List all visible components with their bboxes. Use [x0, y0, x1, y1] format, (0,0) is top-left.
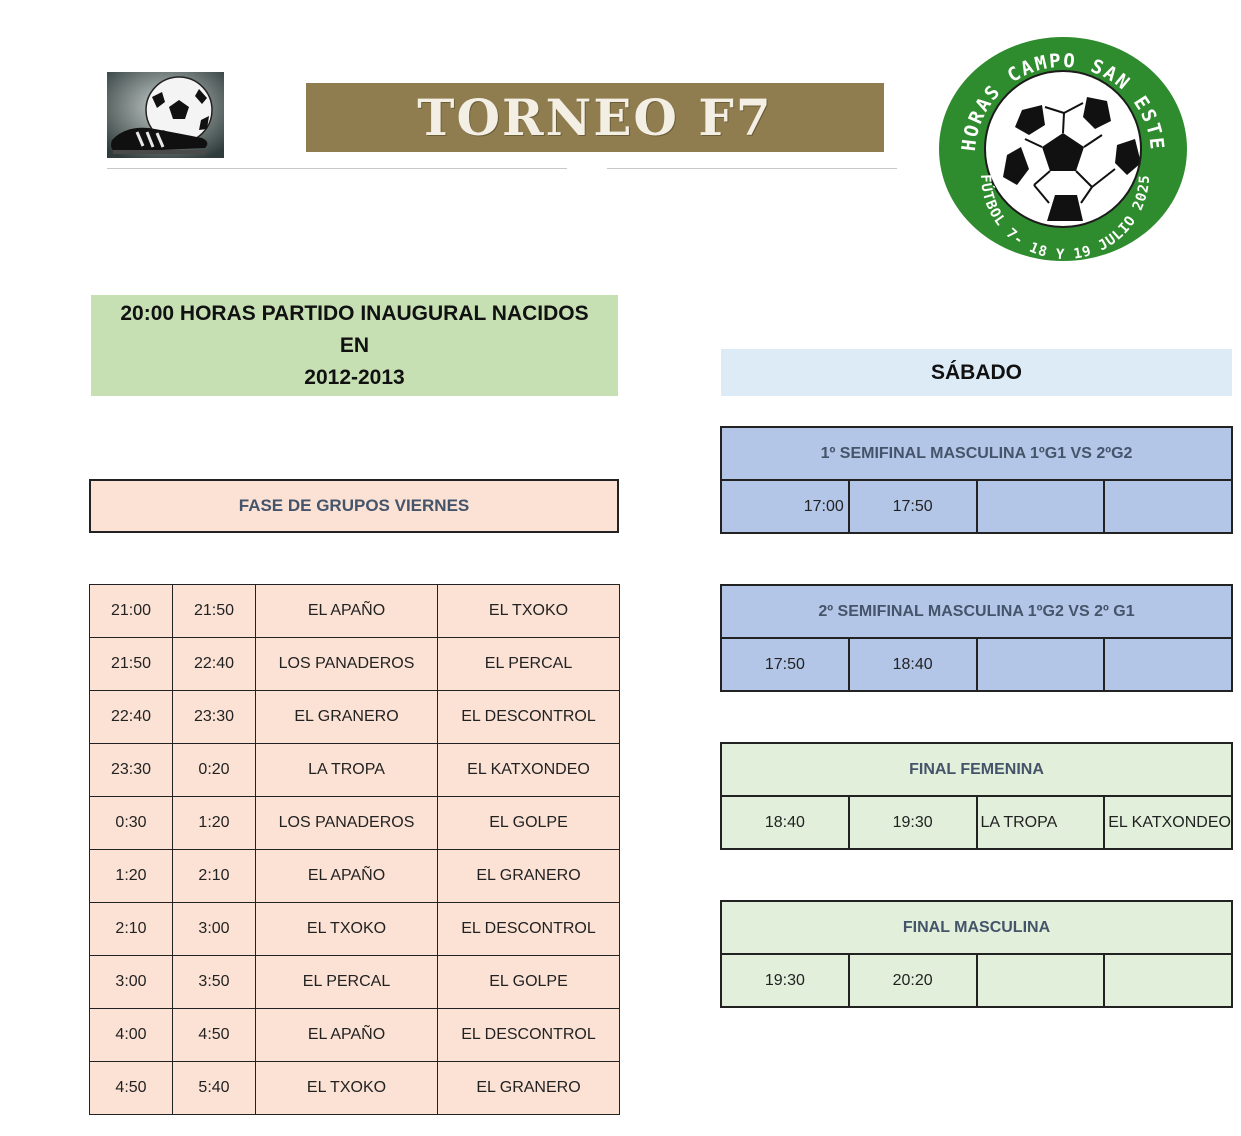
home-team: EL APAÑO: [256, 1009, 438, 1062]
home-team: [977, 638, 1105, 691]
match-title: 1º SEMIFINAL MASCULINA 1ºG1 VS 2ºG2: [721, 427, 1232, 480]
home-team: EL GRANERO: [256, 691, 438, 744]
page-title: TORNEO F7: [417, 88, 773, 147]
start-time: 4:50: [90, 1062, 173, 1115]
inaugural-line-2: 2012-2013: [304, 365, 405, 389]
tournament-logo: [937, 35, 1190, 263]
start-time: 2:10: [90, 903, 173, 956]
divider: [107, 168, 567, 169]
match-header-row: [721, 585, 1232, 638]
away-team: [1104, 638, 1232, 691]
start-time: 23:30: [90, 744, 173, 797]
start-time: 22:40: [90, 691, 173, 744]
table-row: [90, 797, 620, 850]
away-team: EL DESCONTROL: [438, 903, 620, 956]
home-team: EL APAÑO: [256, 850, 438, 903]
match-title: FINAL FEMENINA: [721, 743, 1232, 796]
final-masculina-table: [720, 900, 1233, 1008]
end-time: 4:50: [173, 1009, 256, 1062]
home-team: [977, 954, 1105, 1007]
end-time: 17:50: [849, 480, 977, 533]
match-row: [721, 796, 1232, 849]
away-team: EL TXOKO: [438, 585, 620, 638]
end-time: 3:50: [173, 956, 256, 1009]
table-row: [90, 1062, 620, 1115]
home-team: EL APAÑO: [256, 585, 438, 638]
table-row: [90, 956, 620, 1009]
end-time: 5:40: [173, 1062, 256, 1115]
start-time: 21:00: [90, 585, 173, 638]
semifinal-1-table: [720, 426, 1233, 534]
away-team: [1104, 954, 1232, 1007]
end-time: 1:20: [173, 797, 256, 850]
end-time: 19:30: [849, 796, 977, 849]
end-time: 23:30: [173, 691, 256, 744]
match-title: 2º SEMIFINAL MASCULINA 1ºG2 VS 2º G1: [721, 585, 1232, 638]
soccer-ball-boot-icon: [107, 72, 224, 158]
table-row: [90, 638, 620, 691]
logo-text-bottom: FÚTBOL 7- 18 Y 19 JULIO 2025: [976, 173, 1154, 263]
match-header-row: [721, 901, 1232, 954]
away-team: EL GOLPE: [438, 956, 620, 1009]
end-time: 22:40: [173, 638, 256, 691]
divider: [607, 168, 897, 169]
away-team: EL DESCONTROL: [438, 1009, 620, 1062]
home-team: EL PERCAL: [256, 956, 438, 1009]
match-header-row: [721, 743, 1232, 796]
end-time: 0:20: [173, 744, 256, 797]
start-time: 1:20: [90, 850, 173, 903]
match-row: [721, 954, 1232, 1007]
end-time: 2:10: [173, 850, 256, 903]
home-team: EL TXOKO: [256, 903, 438, 956]
table-row: [90, 1009, 620, 1062]
match-title: FINAL MASCULINA: [721, 901, 1232, 954]
match-row: [721, 638, 1232, 691]
start-time: 19:30: [721, 954, 849, 1007]
start-time: 21:50: [90, 638, 173, 691]
start-time: 18:40: [721, 796, 849, 849]
table-row: [90, 691, 620, 744]
inaugural-match-box: [91, 295, 618, 396]
final-femenina-table: [720, 742, 1233, 850]
end-time: 18:40: [849, 638, 977, 691]
start-time: 17:50: [721, 638, 849, 691]
logo-text-top: HORAS CAMPO SAN ESTE: [957, 49, 1169, 153]
home-team: LA TROPA: [256, 744, 438, 797]
table-row: [90, 850, 620, 903]
table-row: [90, 744, 620, 797]
inaugural-line-1: 20:00 HORAS PARTIDO INAUGURAL NACIDOS EN: [120, 301, 589, 357]
home-team: LA TROPA: [977, 796, 1105, 849]
away-team: EL GRANERO: [438, 850, 620, 903]
away-team: EL KATXONDEO: [1104, 796, 1232, 849]
end-time: 3:00: [173, 903, 256, 956]
start-time: 0:30: [90, 797, 173, 850]
table-row: [90, 903, 620, 956]
home-team: EL TXOKO: [256, 1062, 438, 1115]
end-time: 21:50: [173, 585, 256, 638]
away-team: EL GOLPE: [438, 797, 620, 850]
friday-group-header: FASE DE GRUPOS VIERNES: [89, 479, 619, 533]
semifinal-2-table: [720, 584, 1233, 692]
table-row: [90, 585, 620, 638]
start-time: 4:00: [90, 1009, 173, 1062]
away-team: [1104, 480, 1232, 533]
home-team: LOS PANADEROS: [256, 797, 438, 850]
away-team: EL DESCONTROL: [438, 691, 620, 744]
home-team: LOS PANADEROS: [256, 638, 438, 691]
match-header-row: [721, 427, 1232, 480]
end-time: 20:20: [849, 954, 977, 1007]
start-time: 3:00: [90, 956, 173, 1009]
away-team: EL KATXONDEO: [438, 744, 620, 797]
saturday-header: SÁBADO: [721, 349, 1232, 396]
away-team: EL GRANERO: [438, 1062, 620, 1115]
away-team: EL PERCAL: [438, 638, 620, 691]
match-row: [721, 480, 1232, 533]
start-time: 17:00: [721, 480, 849, 533]
title-banner: [306, 83, 884, 152]
friday-schedule-table: [89, 584, 620, 1115]
home-team: [977, 480, 1105, 533]
